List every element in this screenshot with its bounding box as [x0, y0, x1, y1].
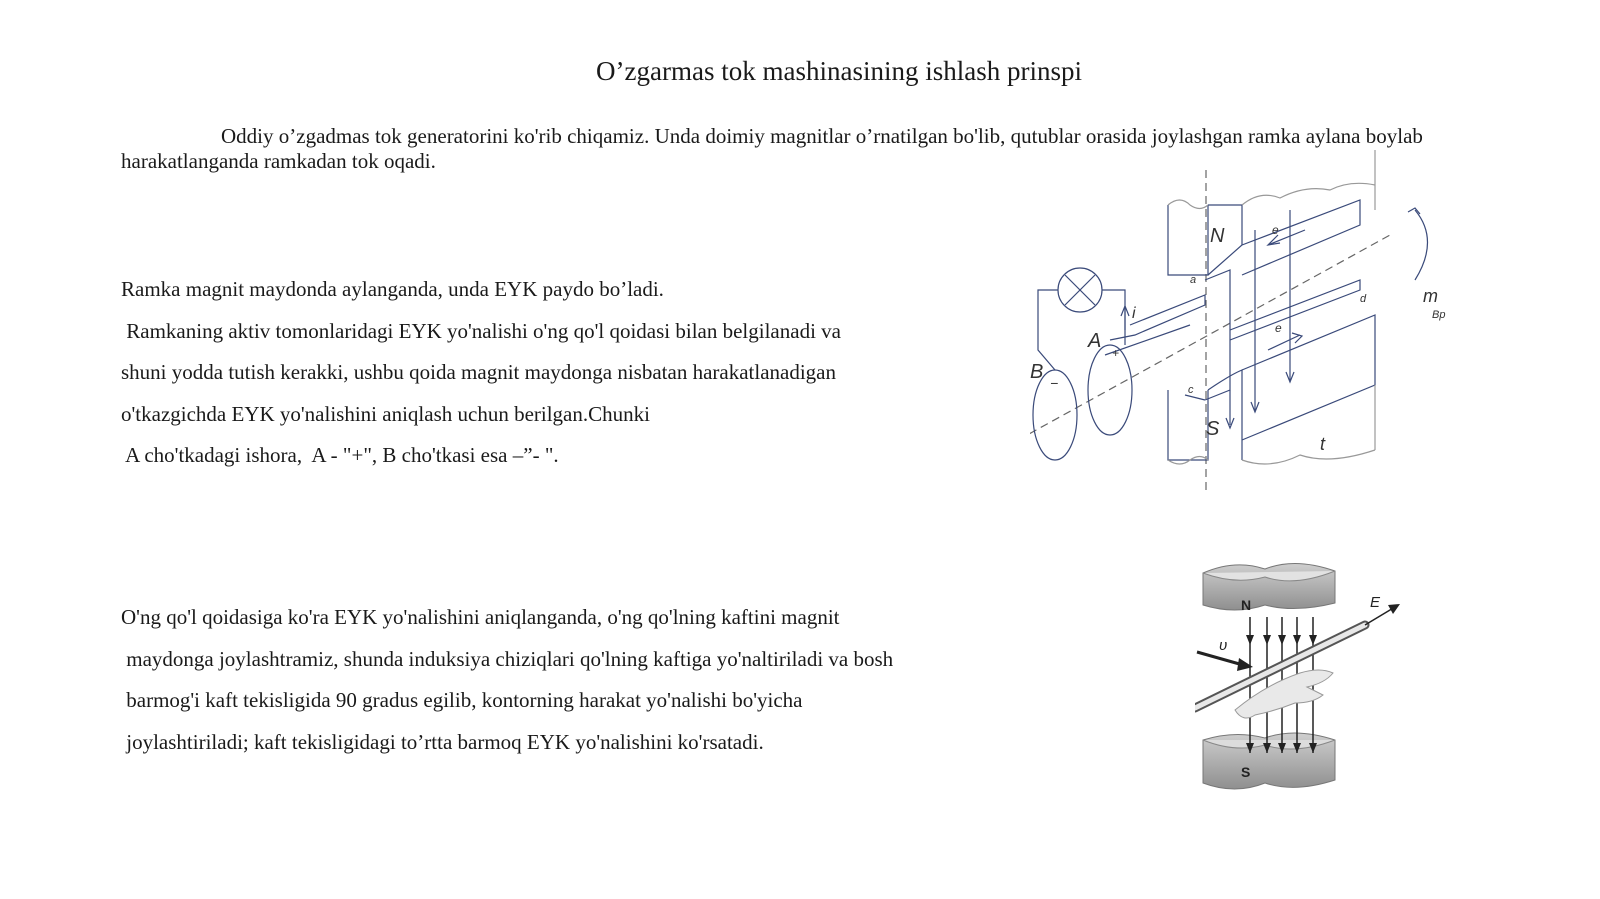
text-line: maydonga joylashtramiz, shunda induksiya chiziqlari qo'lning kaftiga yo'naltiriladi va bosh [121, 646, 894, 671]
right-hand-rule-paragraph [121, 597, 893, 763]
label-e-top: e [1272, 223, 1279, 237]
text-line: shuni yodda tutish kerakki, ushbu qoida magnit maydonga nisbatan harakatlanadigan [121, 360, 837, 384]
text-line: joylashtiriladi; kaft tekisligidagi to’rtta barmoq EYK yo'nalishini ko'rsatadi. [121, 729, 764, 754]
label-d: d [1360, 293, 1367, 305]
page-title: O’zgarmas tok mashinasining ishlash prinspi [596, 56, 1082, 86]
label-A: A [1088, 330, 1102, 352]
label-S: S [1206, 418, 1220, 440]
text-line: Ramka magnit maydonda aylanganda, unda EYK paydo bo’ladi. [121, 277, 664, 301]
intro-paragraph: Oddiy o’zgadmas tok generatorini ko'rib chiqamiz. Unda doimiy magnitlar o’rnatilgan bo'lib, qutublar orasida joylashgan ramka aylana boylab harakatlanganda ramkadan tok oqadi. [121, 124, 1423, 173]
label-N: N [1210, 225, 1225, 247]
label-c: c [1188, 384, 1194, 396]
label-plus: + [1112, 346, 1120, 360]
label-a: a [1190, 274, 1197, 286]
label-e-mid: e [1275, 321, 1282, 335]
label-t: t [1320, 434, 1326, 454]
label-m: m [1423, 286, 1438, 306]
label-Bp: Bp [1432, 309, 1446, 321]
text-line: A cho'tkadagi ishora, A - "+", B cho'tkasi esa –”- ". [121, 443, 559, 467]
label-B: B [1030, 361, 1044, 383]
label-S-pole: S [1241, 764, 1251, 780]
text-line: o'tkazgichda EYK yo'nalishini aniqlash uchun berilgan.Chunki [121, 401, 650, 426]
label-E: E [1370, 594, 1381, 611]
text-line: Ramkaning aktiv tomonlaridagi EYK yo'nalishi o'ng qo'l qoidasi bilan belgilanadi va [121, 318, 841, 343]
label-i: i [1132, 305, 1136, 322]
right-hand-rule-diagram [1195, 555, 1425, 800]
text-line: barmog'i kaft tekisligida 90 gradus egilib, kontorning harakat yo'nalishi bo'yicha [121, 688, 803, 712]
label-v: υ [1219, 637, 1228, 654]
emf-description-paragraph [121, 269, 841, 477]
label-minus: − [1050, 375, 1059, 391]
text-line: O'ng qo'l qoidasiga ko'ra EYK yo'nalishini aniqlanganda, o'ng qo'lning kaftini magnit [121, 605, 840, 629]
dc-generator-diagram [1030, 150, 1470, 510]
label-N-pole: N [1241, 597, 1252, 613]
